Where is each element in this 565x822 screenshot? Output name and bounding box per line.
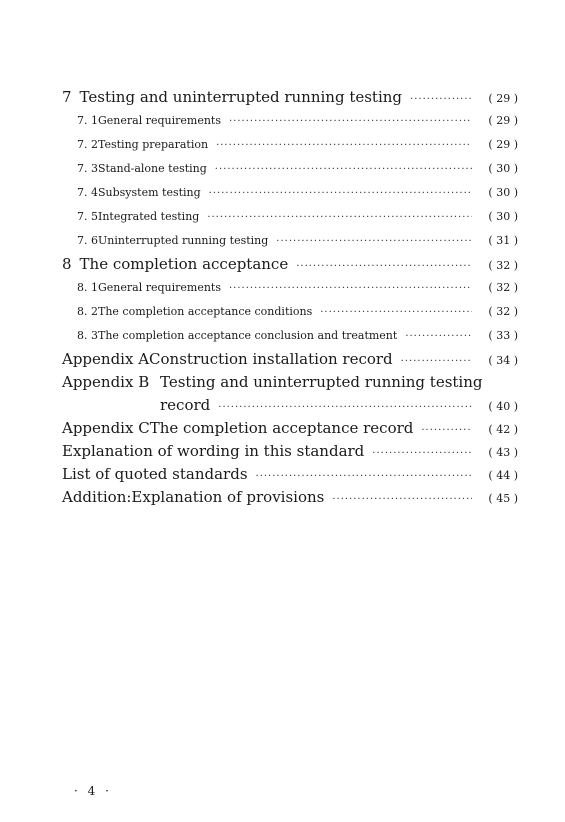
toc-entry-page: ( 29 ) [488,114,518,127]
leader-dots [405,325,472,349]
toc-entry-number: 8 [62,255,72,273]
toc-entry-page: ( 29 ) [488,92,518,105]
toc-entry-title: Stand-alone testing [98,162,207,175]
toc-entry-title: The completion acceptance record [149,419,414,437]
toc-entry-section-7-3[interactable] [62,157,518,181]
toc-entry-page: ( 29 ) [488,138,518,151]
toc-entry-page: ( 32 ) [488,305,518,318]
leader-dots [216,134,472,158]
toc-entry-page: ( 44 ) [488,469,518,482]
toc-entry-title: Addition:Explanation of provisions [62,488,325,506]
toc-entry-page: ( 32 ) [488,259,518,272]
toc-entry-title: Construction installation record [149,350,393,368]
toc-entry-title: Testing and uninterrupted running testing [79,88,403,106]
leader-dots [320,301,472,325]
toc-entry-section-7-2[interactable] [62,133,518,157]
toc-entry-section-7-6[interactable] [62,229,518,253]
toc-entry-number: 7. 5 [77,210,98,223]
page-number: · 4 · [74,784,112,798]
leader-dots [229,110,472,134]
toc-entry-page: ( 30 ) [488,210,518,223]
toc-entry-appendix-b[interactable] [62,371,518,394]
toc-entry-page: ( 30 ) [488,162,518,175]
toc-entry-section-7-1[interactable] [62,109,518,133]
toc-entry-chapter-7[interactable] [62,86,518,109]
toc-entry-number: 8. 2 [77,305,98,318]
toc-entry-page: ( 31 ) [488,234,518,247]
leader-dots [421,419,472,442]
toc-entry-number: 7. 6 [77,234,98,247]
leader-dots [372,442,472,465]
toc-entry-explanation-of-provisions[interactable] [62,486,518,509]
toc-entry-page: ( 33 ) [488,329,518,342]
leader-dots [229,277,472,301]
toc-entry-page: ( 45 ) [488,492,518,505]
toc-entry-number: 7. 1 [77,114,98,127]
leader-dots [296,255,472,278]
leader-dots [218,396,472,419]
toc-entry-explanation-of-wording[interactable] [62,440,518,463]
toc-entry-title: record [160,396,211,414]
toc-entry-title: The completion acceptance [79,255,289,273]
toc-entry-page: ( 32 ) [488,281,518,294]
toc-entry-title: Testing and uninterrupted running testing [160,373,483,391]
toc-entry-page: ( 42 ) [488,423,518,436]
toc-entry-number: Appendix B [62,373,150,391]
toc-entry-number: 7. 2 [77,138,98,151]
toc-entry-appendix-b-continued[interactable] [62,394,518,417]
toc-entry-number: 8. 3 [77,329,98,342]
toc-entry-title: Testing preparation [98,138,209,151]
toc-entry-page: ( 30 ) [488,186,518,199]
toc-entry-title: The completion acceptance conclusion and treatment [98,329,398,342]
toc-entry-title: Subsystem testing [98,186,201,199]
leader-dots [410,88,472,111]
leader-dots [256,465,472,488]
toc-entry-section-8-2[interactable] [62,300,518,324]
toc-entry-chapter-8[interactable] [62,253,518,276]
toc-entry-quoted-standards[interactable] [62,463,518,486]
toc-entry-title: List of quoted standards [62,465,248,483]
toc-entry-page: ( 34 ) [488,354,518,367]
toc-entry-section-8-1[interactable] [62,276,518,300]
leader-dots [209,182,472,206]
leader-dots [401,350,472,373]
toc-entry-section-7-4[interactable] [62,181,518,205]
toc-entry-section-8-3[interactable] [62,324,518,348]
toc-entry-title: Explanation of wording in this standard [62,442,365,460]
leader-dots [207,206,472,230]
toc-entry-title: General requirements [98,114,221,127]
toc-entry-page: ( 43 ) [488,446,518,459]
toc-entry-appendix-c[interactable] [62,417,518,440]
toc-entry-title: The completion acceptance conditions [98,305,313,318]
table-of-contents [62,86,518,509]
toc-entry-number: Appendix A [62,350,150,368]
toc-entry-number: 7. 4 [77,186,98,199]
toc-entry-number: Appendix C [62,419,150,437]
toc-entry-number: 8. 1 [77,281,98,294]
leader-dots [276,230,472,254]
leader-dots [215,158,472,182]
toc-entry-number: 7. 3 [77,162,98,175]
toc-entry-appendix-a[interactable] [62,348,518,371]
toc-entry-number: 7 [62,88,72,106]
toc-entry-title: General requirements [98,281,221,294]
toc-entry-title: Uninterrupted running testing [98,234,269,247]
leader-dots [332,488,472,511]
toc-entry-section-7-5[interactable] [62,205,518,229]
toc-entry-title: Integrated testing [98,210,200,223]
toc-entry-page: ( 40 ) [488,400,518,413]
